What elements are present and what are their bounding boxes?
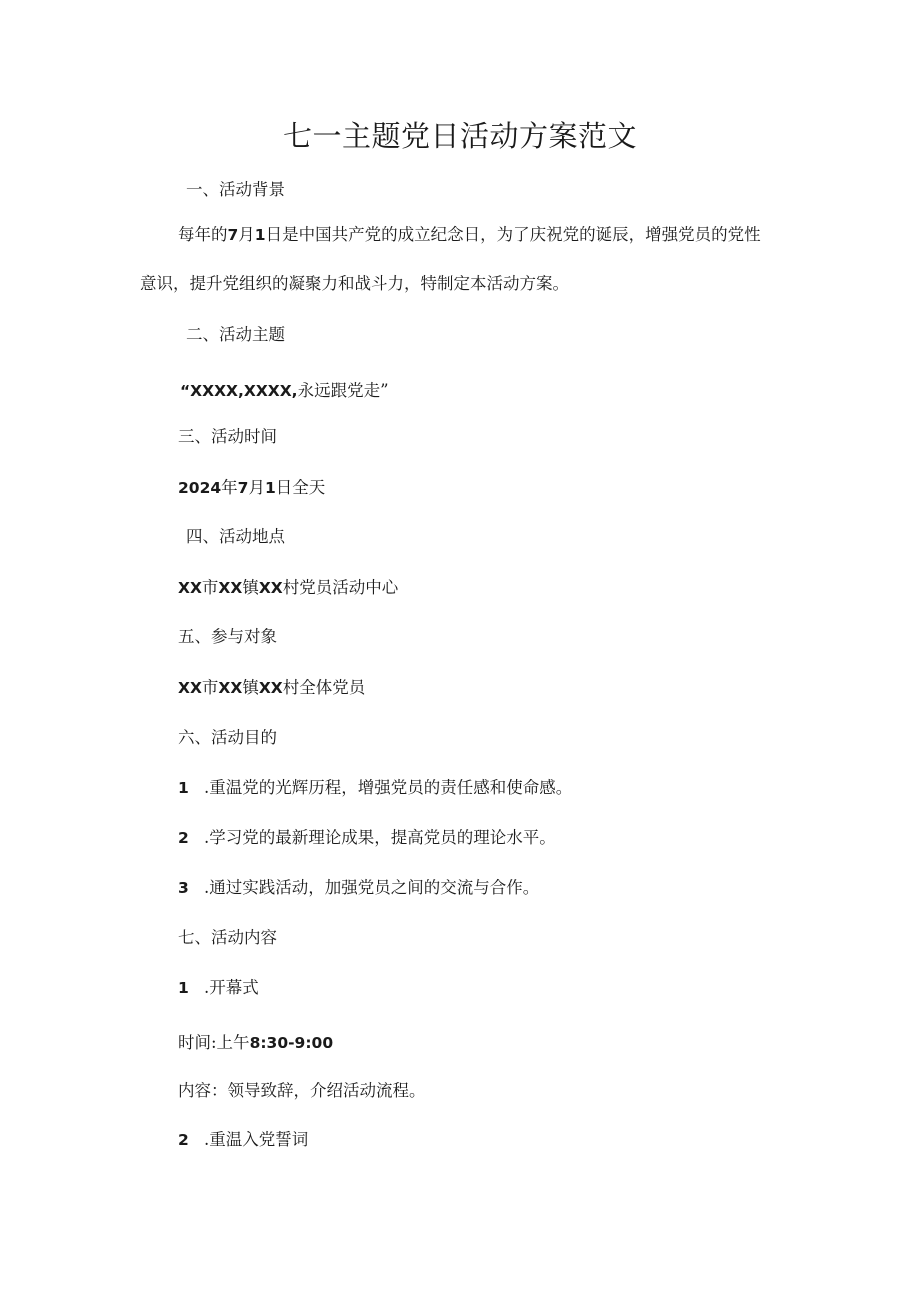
text-run-bold: 1 [254,226,266,244]
theme-text [180,379,389,403]
text-run: 镇 [242,678,259,697]
text-run: 村党员活动中心 [282,578,399,597]
text-run-bold: 8:30-9:00 [249,1034,334,1052]
text-run-bold: XX [178,679,202,697]
list-number: 3 [178,879,189,897]
list-number: 1 [178,979,189,997]
section-heading-background: 一、活动背景 [186,180,285,199]
participants-text [178,676,365,700]
paragraph-background-line-1 [178,223,761,247]
text-run-bold: 7 [237,479,249,497]
text-run-bold: XX [258,679,283,697]
text-run: 市 [201,678,219,697]
text-run: 每年的 [178,225,228,244]
list-item [178,826,556,850]
section-heading-place: 四、活动地点 [186,527,285,546]
text-run: 永远跟党走” [297,381,389,400]
list-text: .学习党的最新理论成果，提高党员的理论水平。 [204,828,556,847]
list-number: 1 [178,779,189,797]
text-run-bold: “XXXX,XXXX, [180,382,298,400]
section-heading-content: 七、活动内容 [178,928,277,947]
text-run: 年 [221,478,238,497]
section-heading-participants: 五、参与对象 [178,627,277,646]
list-text: .重温入党誓词 [204,1130,309,1149]
text-run-bold: XX [178,579,202,597]
text-run-bold: 7 [227,226,239,244]
text-run-bold: 2024 [178,479,222,497]
list-item [178,876,539,900]
text-run: 月 [238,225,255,244]
opening-time [178,1031,333,1055]
text-run: 市 [201,578,219,597]
opening-content: 内容：领导致辞，介绍活动流程。 [178,1081,426,1100]
text-run-bold: XX [258,579,283,597]
text-run: 时间:上午 [178,1033,250,1052]
list-text: .重温党的光辉历程，增强党员的责任感和使命感。 [204,778,573,797]
list-number: 2 [178,1131,189,1149]
text-run: 村全体党员 [282,678,366,697]
list-text: .开幕式 [204,978,259,997]
section-heading-purpose: 六、活动目的 [178,728,277,747]
text-run: 月 [248,478,265,497]
section-heading-time: 三、活动时间 [178,427,277,446]
place-text [178,576,398,600]
section-heading-theme: 二、活动主题 [186,325,285,344]
list-item [178,776,572,800]
text-run-bold: 1 [264,479,276,497]
time-text [178,476,325,500]
text-run-bold: XX [218,579,243,597]
text-run: 镇 [242,578,259,597]
document-title: 七一主题党日活动方案范文 [282,119,637,153]
paragraph-background-line-2: 意识，提升党组织的凝聚力和战斗力，特制定本活动方案。 [140,274,569,293]
text-run: 日全天 [275,478,326,497]
list-number: 2 [178,829,189,847]
list-item [178,976,259,1000]
list-item [178,1128,308,1152]
list-text: .通过实践活动，加强党员之间的交流与合作。 [204,878,540,897]
text-run: 日是中国共产党的成立纪念日，为了庆祝党的诞辰，增强党员的党性 [265,225,761,244]
text-run-bold: XX [218,679,243,697]
